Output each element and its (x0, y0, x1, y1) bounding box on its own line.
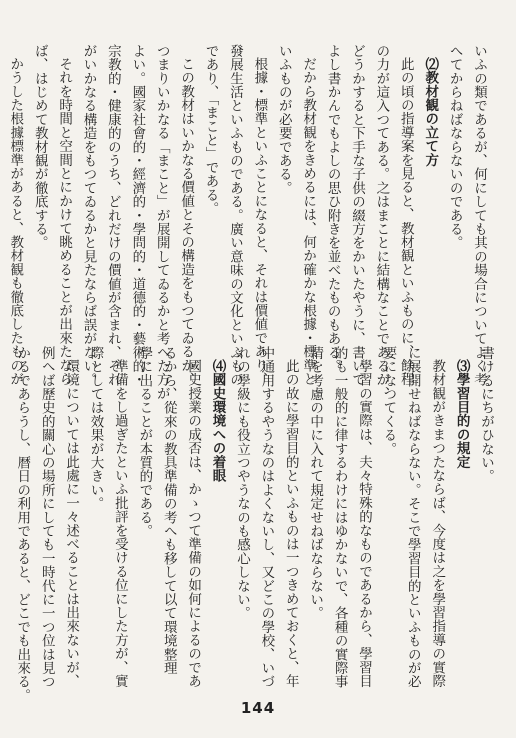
text-line: 教材観がきまつたならば、今度は之を學習指導の實際 (429, 359, 446, 688)
text-line: であり、「まこと」である。 (202, 44, 219, 216)
text-line: 的も一般的に律するわけにはゆかないで、各種の實際事 (331, 346, 348, 689)
text-line: この教材はいかなる價値とその構造をもつてゐるか、 (178, 57, 195, 386)
text-line: いふの類であるが、何にしても其の場合についてよく考 (471, 44, 487, 387)
section-heading: ⑶學習目的の規定 (453, 359, 470, 469)
text-line: 宗教的・健康的のうち、どれだけの價値が含まれ、それ (104, 44, 121, 387)
text-line: 學に出ることが本質的である。 (136, 346, 153, 538)
text-line: 情を考慮の中に入れて規定せねばならない。 (307, 346, 324, 620)
text-line: 學習の實際は、夫々特殊的なものであるから、學習目 (355, 359, 372, 688)
text-line: つまりいかなる「まこと」が展開してゐるかと考へた方が (153, 44, 170, 401)
text-line: へてからねばならないのである。 (446, 44, 463, 250)
text-line: よし書かんでもよしの思ひ附きを並べたものもある。 (324, 44, 341, 373)
section-heading: ⑵教材観の立て方 (422, 57, 439, 167)
text-line: 例へば歷史的關心の場所にしても一時代に一つ位は見つ (38, 346, 55, 689)
text-line: がいかなる構造をもつてゐるかと見たならば誤がない。 (80, 44, 97, 387)
text-line: 環境については此處に一々述べることは出來ないが、 (63, 359, 80, 688)
text-line: 此の故に學習目的といふものは一つきめておくと、年 (282, 359, 299, 688)
text-line: ば、はじめて教材観が徹底する。 (31, 44, 48, 250)
lower-text-tier (14, 346, 498, 703)
text-line: どうかすると下手な子供の綴方をかいたやうに、書いて (348, 44, 365, 387)
text-line: 發展生活といふものである。廣い意味の文化といふもの (226, 44, 243, 387)
text-line: の力が這入つてある。之はまことに結構なことであるが、 (373, 44, 390, 401)
text-line: るから、從來の教具準備の考へも移して以て環境整理 (160, 346, 177, 675)
text-line: いふものが必要である。 (275, 44, 292, 195)
text-line: だから教材観をきめるには、何か確かな根據・標準と (300, 57, 317, 386)
text-line: 際としては效果が大きい。 (87, 346, 104, 511)
text-line: に展開せねばならない。そこで學習目的といふものが必 (404, 346, 421, 689)
text-line: それを時間と空間とにかけて眺めることが出來たなら (56, 57, 73, 386)
text-line: 書けるにちがひない。 (478, 346, 494, 483)
text-line: 國史授業の成否は、かゝつて準備の如何によるのであ (185, 359, 202, 688)
page-number: 144 (240, 699, 276, 717)
text-line: かるであらうし、暦日の利用であると、どこでも出來る。 (14, 346, 31, 703)
text-line: 此の頃の指導案を見ると、教材観といふものに、餘程 (397, 57, 414, 386)
text-line: 準備をし過ぎたといふ批評を受ける位にした方が、實 (111, 359, 128, 688)
text-line: 要になつてくる。 (380, 346, 397, 456)
text-line: 根據・標準といふことになると、それは價値であり、 (251, 57, 268, 386)
text-line: 中通用するやうなのはよくないし、又どこの學校、いづ (258, 346, 275, 689)
text-line: れの學級にも役立つやうなのも感心しない。 (233, 346, 250, 620)
section-heading: ⑷國史環境への着眼 (209, 359, 226, 483)
text-line: よい。國家社會的・經濟的・學問的・道德的・藝術的・ (129, 44, 146, 387)
text-line: かうした根據標準があると、教材観も徹底したものが (7, 57, 24, 386)
